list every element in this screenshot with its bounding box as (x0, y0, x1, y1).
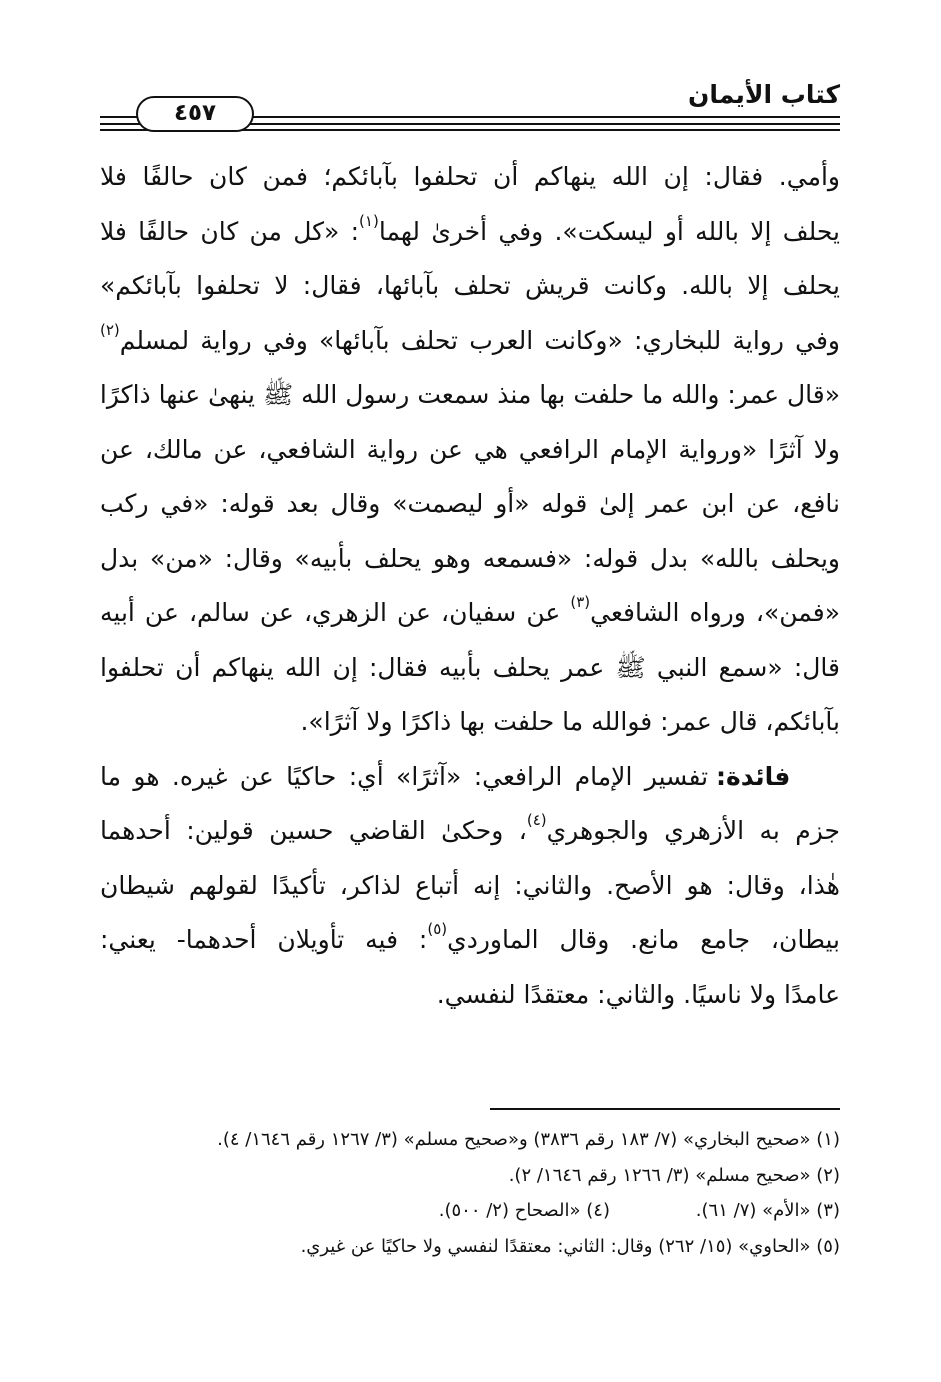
text-line: ولا آثرًا «ورواية الإمام الرافعي هي عن رواية الشافعي، عن مالك، عن (100, 434, 840, 464)
footnote-1: (١) «صحيح البخاري» (٧/ ١٨٣ رقم ٣٨٣٦) و«صحيح مسلم» (٣/ ١٢٦٧ رقم ١٦٤٦/ ٤). (217, 1129, 840, 1150)
text-line: ويحلف بالله» بدل قوله: «فسمعه وهو يحلف بأبيه» وقال: «من» بدل (100, 543, 840, 573)
text-line: يحلف إلا بالله. وكانت قريش تحلف بآبائها، فقال: لا تحلفوا بآبائكم» (100, 271, 840, 300)
footnote-2: (٢) «صحيح مسلم» (٣/ ١٢٦٦ رقم ١٦٤٦/ ٢). (508, 1164, 840, 1186)
footnote-4: (٤) «الصحاح (٢/ ٥٠٠). (438, 1200, 610, 1221)
footnote-marker: (٤) (526, 811, 547, 829)
footnote-row (100, 1193, 840, 1229)
text-line: وأمي. فقال: إن الله ينهاكم أن تحلفوا بآبائكم؛ فمن كان حالفًا فلا (100, 162, 840, 191)
footnote-marker: (١) (359, 211, 379, 230)
page-number-badge (136, 96, 254, 132)
footnote-marker: (٣) (570, 593, 591, 611)
footnote-marker: (٢) (100, 320, 120, 339)
footnote-separator (490, 1108, 840, 1110)
text-line: قال: «سمع النبي ﷺ عمر يحلف بأبيه فقال: إن الله ينهاكم أن تحلفوا (100, 652, 840, 682)
text-line: هٰذا، وقال: هو الأصح. والثاني: إنه أتباع لذاكر، تأكيدًا لقولهم شيطان (100, 870, 840, 900)
text-line: «قال عمر: والله ما حلفت بها منذ سمعت رسول الله ﷺ ينهىٰ عنها ذاكرًا (99, 380, 840, 409)
page-number: ٤٥٧ (173, 100, 217, 126)
chapter-title: كتاب الأيمان (687, 80, 840, 109)
footnote-marker: (٥) (427, 920, 448, 938)
footnote-5: (٥) «الحاوي» (١٥/ ٢٦٢) وقال: الثاني: معتقدًا لنفسي ولا حاكيًا عن غيري. (300, 1235, 840, 1257)
text-line: بآبائكم، قال عمر: فوالله ما حلفت بها ذاكرًا ولا آثرًا». (300, 707, 840, 736)
text-line: عامدًا ولا ناسيًا. والثاني: معتقدًا لنفسي. (436, 979, 840, 1009)
text-line: يحلف إلا بالله أو ليسكت». وفي أخرىٰ لهما$^{(١)}$: «كل من كان حالفًا فلا (100, 211, 840, 246)
footnotes (100, 1122, 840, 1264)
text-line: وفي رواية للبخاري: «وكانت العرب تحلف بآبائها» وفي رواية لمسلم$^{(٢)}$ (100, 320, 840, 355)
footnote-3: (٣) «الأم» (٧/ ٦١). (695, 1200, 840, 1221)
note-label: فائدة: (716, 761, 791, 791)
text-line: نافع، عن ابن عمر إلىٰ قوله «أو ليصمت» وقال بعد قوله: «في ركب (100, 489, 840, 518)
text-line: فائدة: تفسير الإمام الرافعي: «آثرًا» أي: حاكيًا عن غيره. هو ما (100, 761, 791, 791)
main-text (100, 150, 840, 1022)
text-line: بيطان، جامع مانع. وقال الماوردي$^{(٥)}$: فيه تأويلان أحدهما- يعني: (100, 920, 840, 954)
text-line: جزم به الأزهري والجوهري$^{(٤)}$، وحكىٰ القاضي حسين قولين: أحدهما (100, 811, 841, 845)
text-line: «فمن»، ورواه الشافعي$^{(٣)}$ عن سفيان، عن الزهري، عن سالم، عن أبيه (100, 593, 840, 627)
page-header (100, 78, 840, 134)
